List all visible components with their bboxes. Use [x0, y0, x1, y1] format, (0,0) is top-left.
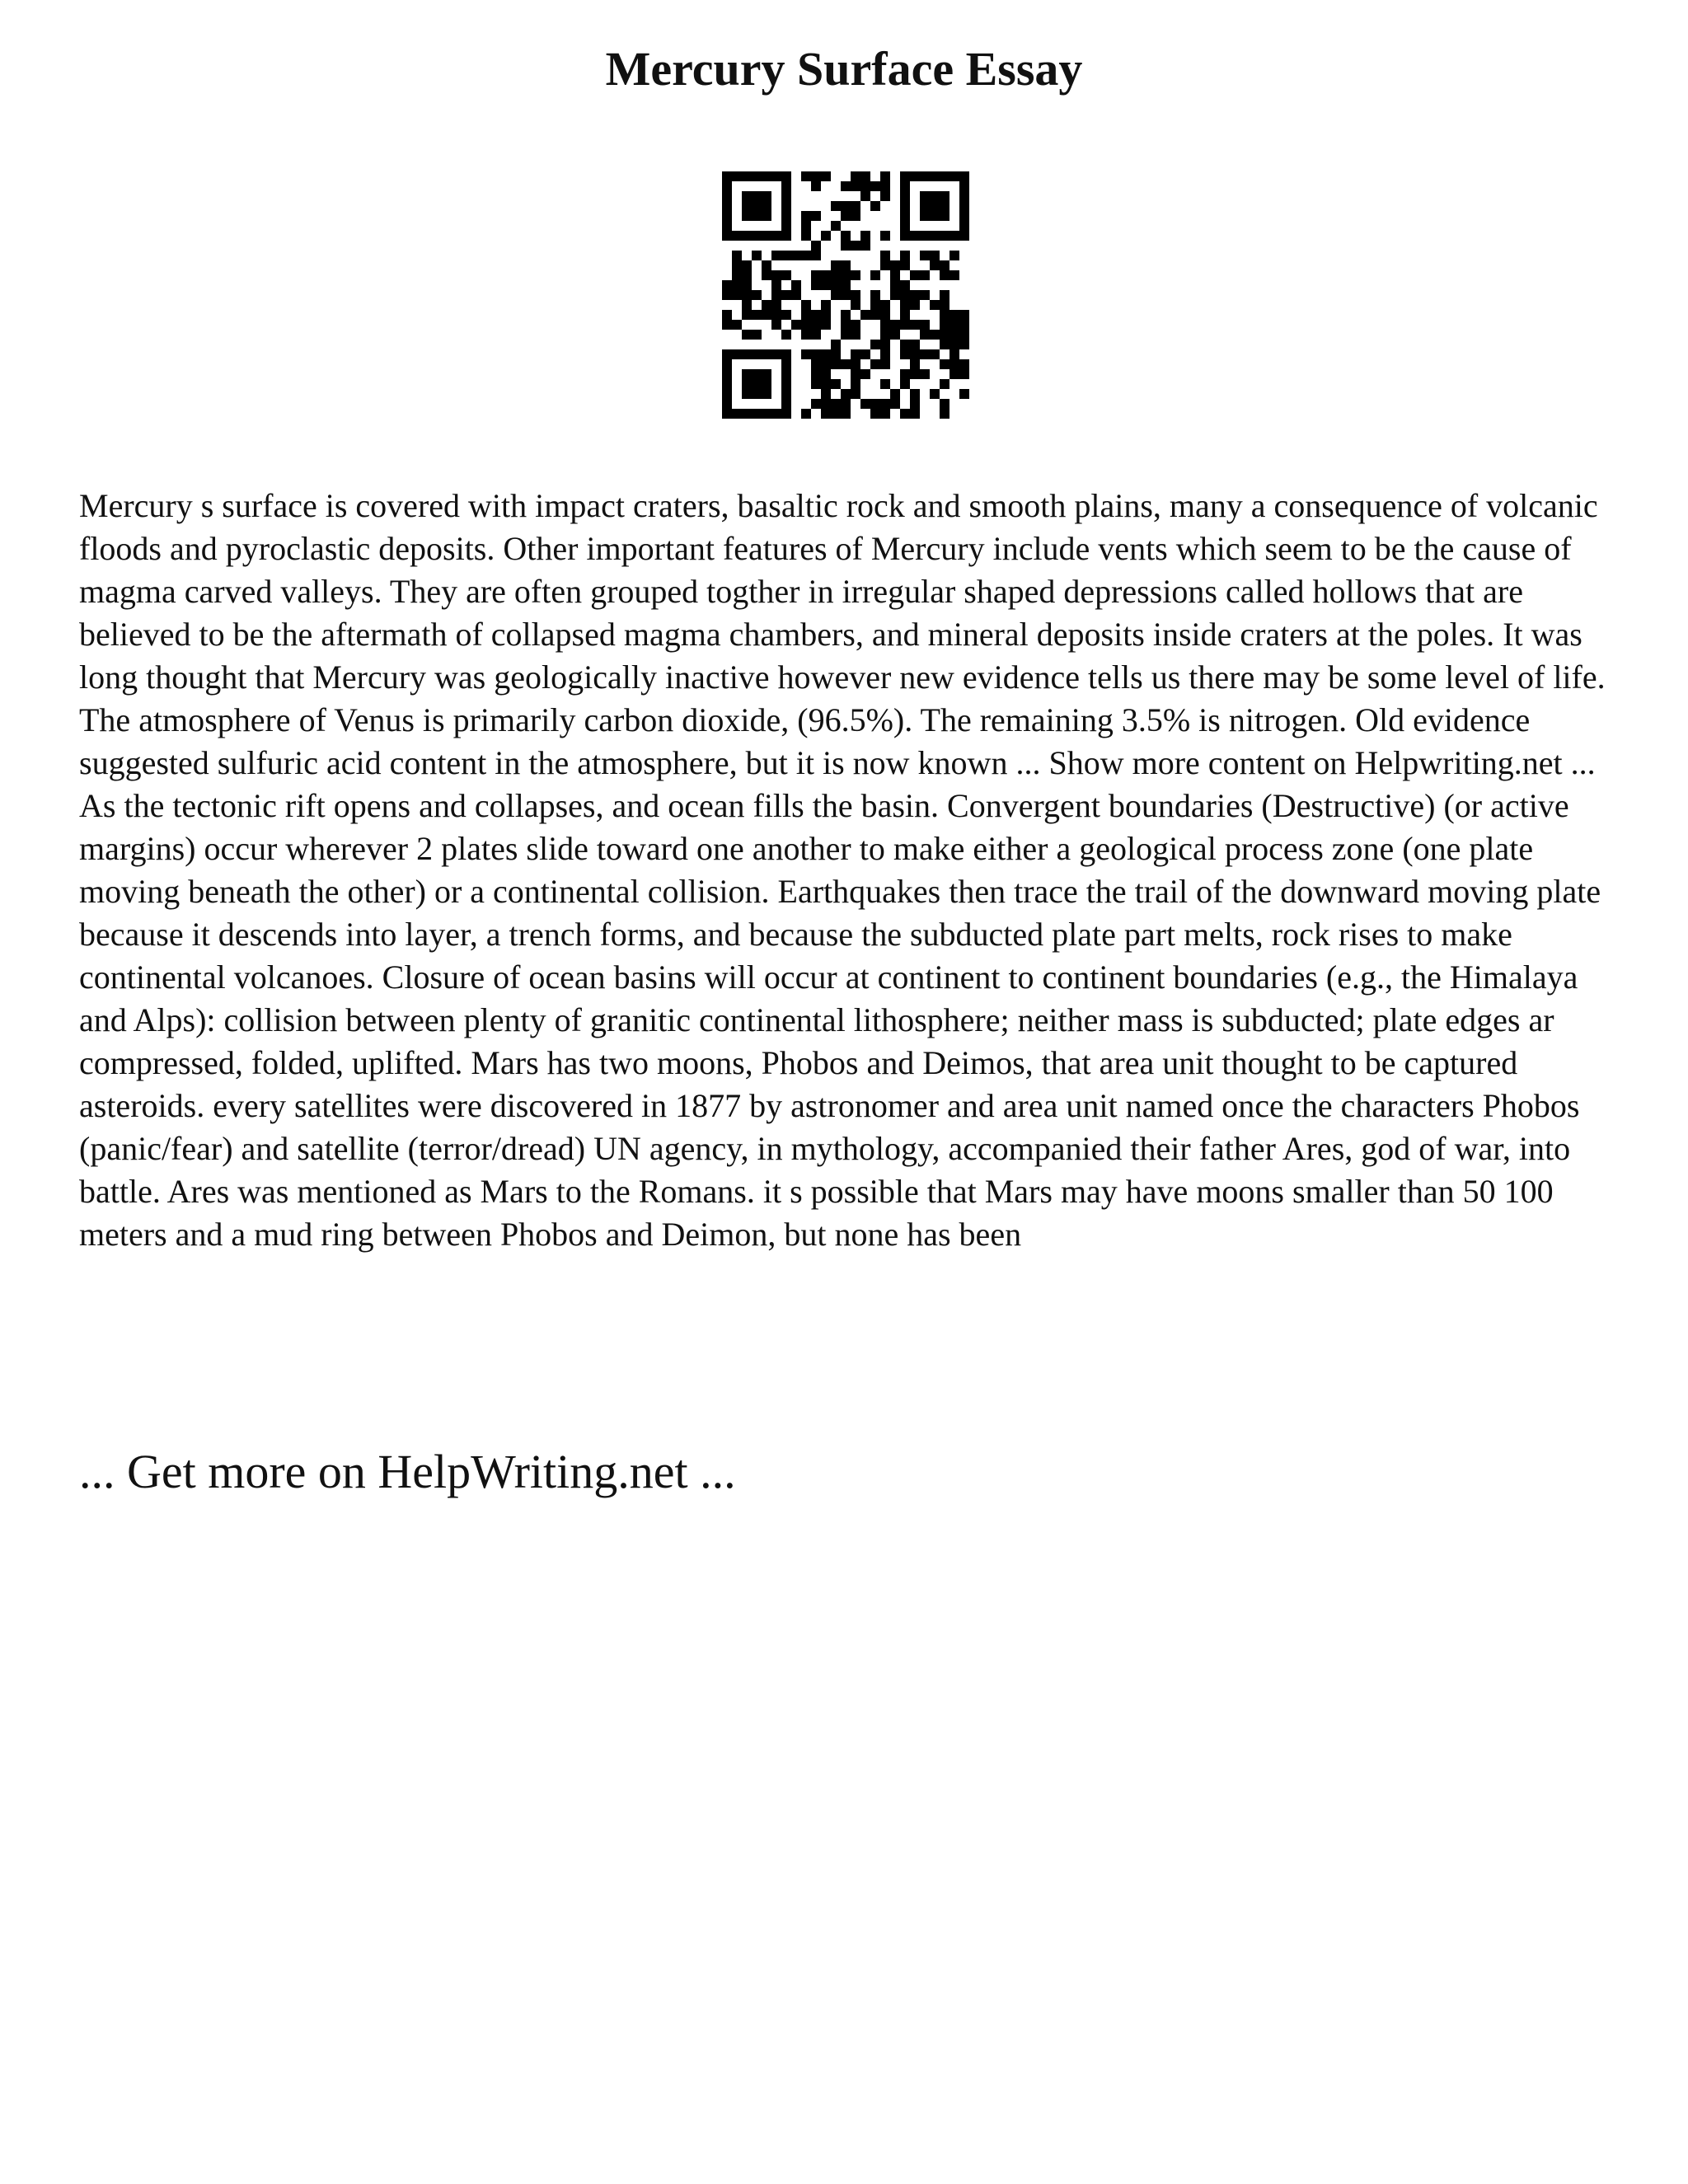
page-title: Mercury Surface Essay	[605, 42, 1083, 96]
get-more-link[interactable]: ... Get more on HelpWriting.net ...	[79, 1445, 736, 1498]
essay-paragraph: As the tectonic rift opens and collapses, and ocean fills the basin. Convergent boundaries (Destructive) (or active margins) occur wherever 2 plates slide toward one another to make either a geological process zone (one plate moving beneath the other) or a continental collision. Earthquakes then trace the trail of the downward moving plate because it descends into layer, a trench forms, and because the subducted plate part melts, rock rises to make continental volcanoes. Closure of ocean basins will occur at continent to continent boundaries (e.g., the Himalaya and Alps): collision between plenty of granitic continental lithosphere; neither mass is subducted; plate edges ar compressed, folded, uplifted. Mars has two moons, Phobos and Deimos, that area unit thought to be captured asteroids. every satellites were discovered in 1877 by astronomer and area unit named once the characters Phobos (panic/fear) and satellite (terror/dread) UN agency, in mythology, accompanied their father Ares, god of war, into battle. Ares was mentioned as Mars to the Romans. it s possible that Mars may have moons smaller than 50 100 meters and a mud ring between Phobos and Deimon, but none has been	[79, 787, 1601, 1253]
essay-body	[79, 485, 1629, 1256]
essay-paragraph: Mercury s surface is covered with impact craters, basaltic rock and smooth plains, many a consequence of volcanic floods and pyroclastic deposits. Other important features of Mercury include vents which seem to be the cause of magma carved valleys. They are often grouped togther in irregular shaped depressions called hollows that are believed to be the aftermath of collapsed magma chambers, and mineral deposits inside craters at the poles. It was long thought that Mercury was geologically inactive however new evidence tells us there may be some level of life. The atmosphere of Venus is primarily carbon dioxide, (96.5%). The remaining 3.5% is nitrogen. Old evidence suggested sulfuric acid content in the atmosphere, but it is now known ... Show more content on Helpwriting.net ...	[79, 487, 1606, 781]
qr-code-icon[interactable]	[722, 171, 969, 419]
